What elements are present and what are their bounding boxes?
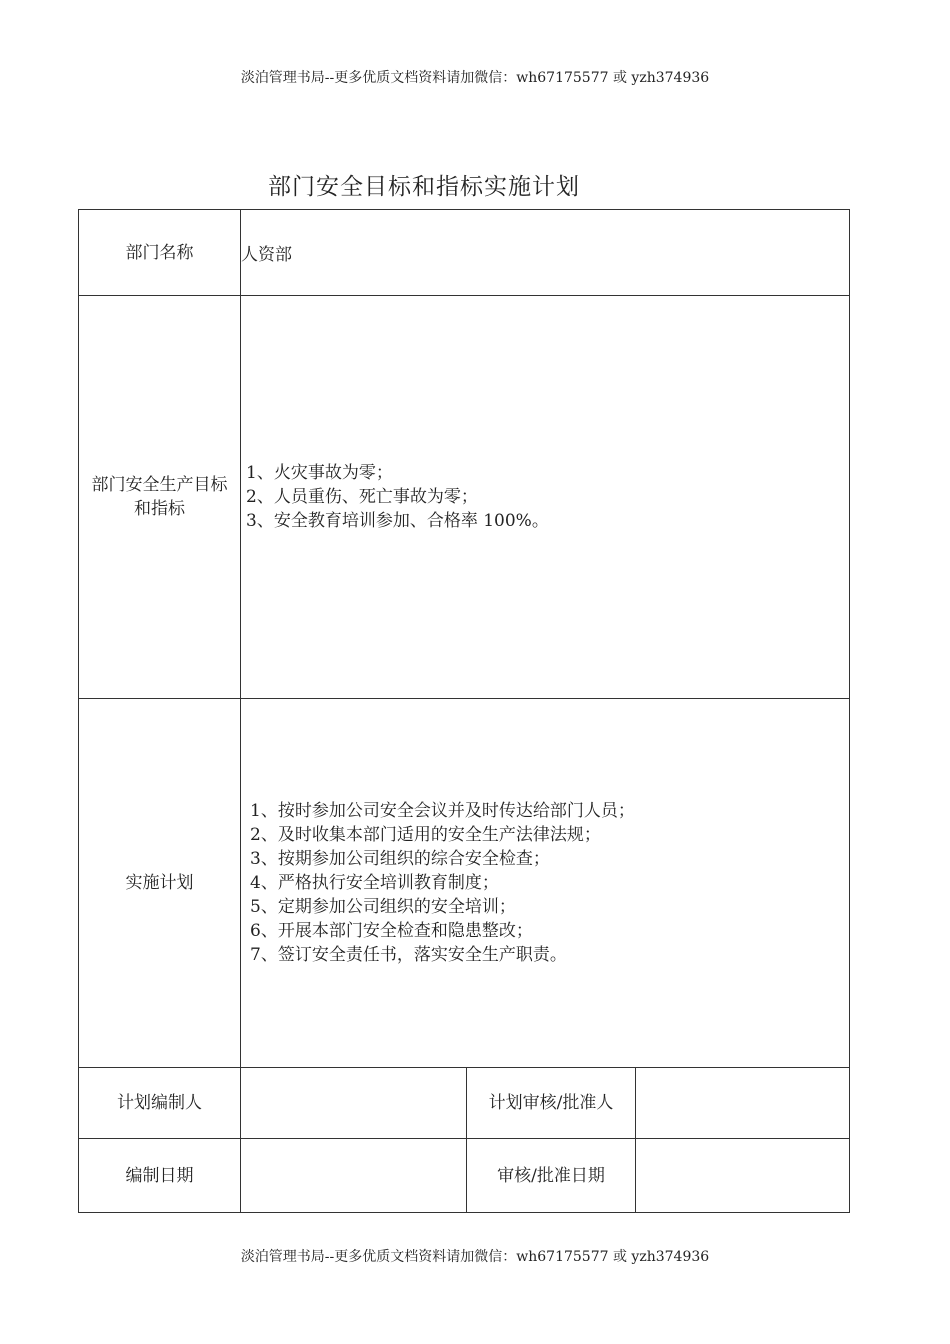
goal-item: 3、安全教育培训参加、合格率 100%。: [246, 511, 549, 531]
department-name-value: 人资部: [241, 210, 850, 296]
approver-label: 计划审核/批准人: [467, 1068, 636, 1139]
approver-field[interactable]: [636, 1068, 850, 1139]
plan-item: 7、签订安全责任书，落实安全生产职责。: [250, 945, 567, 965]
goals-label: 部门安全生产目标和指标: [91, 475, 228, 519]
plan-item: 3、按期参加公司组织的综合安全检查；: [250, 849, 550, 869]
preparer-field[interactable]: [241, 1068, 467, 1139]
document-title: 部门安全目标和指标实施计划: [268, 174, 580, 200]
goals-list: [241, 461, 849, 533]
plan-item: 2、及时收集本部门适用的安全生产法律法规；: [250, 825, 601, 845]
goal-item: 2、人员重伤、死亡事故为零；: [246, 487, 478, 507]
goals-label-cell: [79, 296, 241, 699]
date-row: [79, 1139, 850, 1213]
plan-item: 5、定期参加公司组织的安全培训；: [250, 897, 516, 917]
goals-content-cell: [241, 296, 850, 699]
approve-date-field[interactable]: [636, 1139, 850, 1213]
plan-item: 4、严格执行安全培训教育制度；: [250, 873, 499, 893]
preparer-label: 计划编制人: [79, 1068, 241, 1139]
plan-item: 1、按时参加公司安全会议并及时传达给部门人员；: [250, 801, 635, 821]
safety-plan-form: [78, 209, 850, 1213]
plan-list: [241, 799, 849, 967]
approve-date-label: 审核/批准日期: [467, 1139, 636, 1213]
header-watermark: 淡泊管理书局--更多优质文档资料请加微信：wh67175577 或 yzh374936: [240, 70, 710, 86]
goals-row: [79, 296, 850, 699]
plan-row: [79, 699, 850, 1068]
plan-item: 6、开展本部门安全检查和隐患整改；: [250, 921, 533, 941]
department-name-label: 部门名称: [79, 210, 241, 296]
plan-label: 实施计划: [79, 699, 241, 1068]
footer-watermark: 淡泊管理书局--更多优质文档资料请加微信：wh67175577 或 yzh374936: [240, 1249, 710, 1265]
goal-item: 1、火灾事故为零；: [246, 463, 393, 483]
prepare-date-label: 编制日期: [79, 1139, 241, 1213]
prepare-date-field[interactable]: [241, 1139, 467, 1213]
plan-content-cell: [241, 699, 850, 1068]
preparer-row: [79, 1068, 850, 1139]
department-row: [79, 210, 850, 296]
